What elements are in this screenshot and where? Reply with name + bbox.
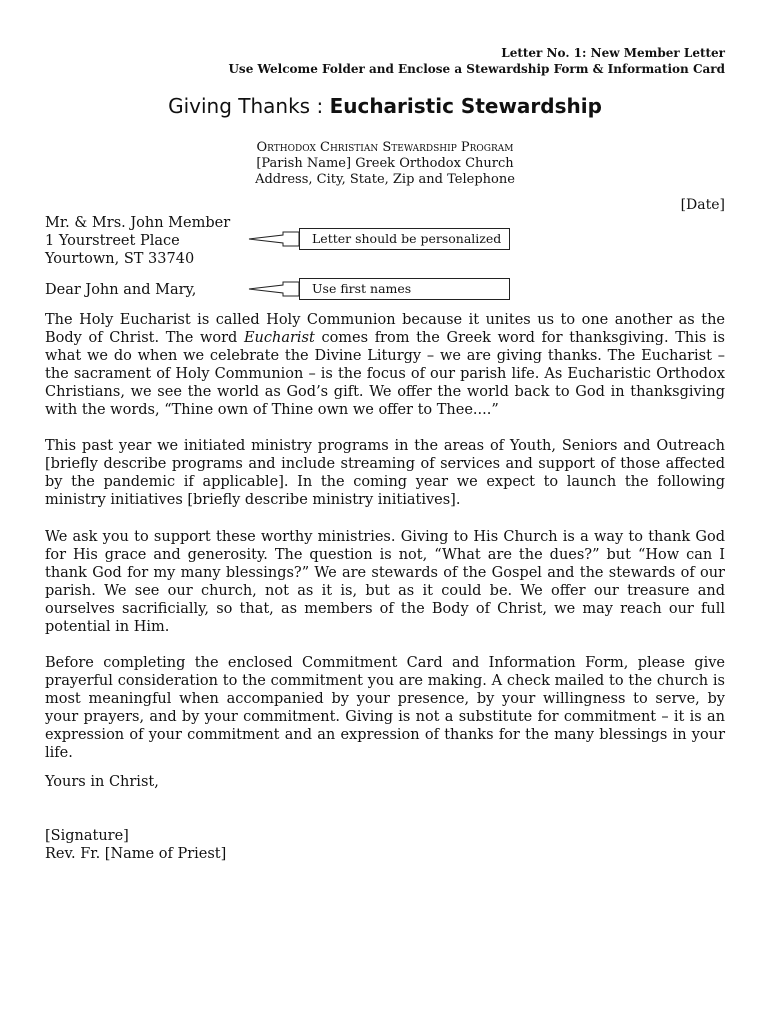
page-title bbox=[0, 94, 770, 118]
callout-personalize: Letter should be personalized bbox=[299, 228, 510, 250]
title-main: Eucharistic Stewardship bbox=[329, 94, 602, 118]
parish-name: [Parish Name] Greek Orthodox Church bbox=[256, 156, 514, 171]
paragraph-text: The Holy Eucharist is called Holy Communion because it unites us to one another as the Body of Christ. The word bbox=[45, 312, 725, 346]
recipient-address bbox=[45, 214, 230, 268]
recipient-street: 1 Yourstreet Place bbox=[45, 233, 180, 249]
body-paragraph-2: This past year we initiated ministry programs in the areas of Youth, Seniors and Outreach [briefly describe programs and include streaming of services and support of those affected by the pandemic if applicable]. In the coming year we expect to launch the following ministry initiatives [briefly describe ministry initiatives]. bbox=[45, 438, 725, 508]
letter-date: [Date] bbox=[680, 197, 725, 213]
callout-arrow-icon bbox=[248, 230, 300, 248]
priest-name: Rev. Fr. [Name of Priest] bbox=[45, 846, 227, 862]
callout-first-names: Use first names bbox=[299, 278, 510, 300]
parish-address: Address, City, State, Zip and Telephone bbox=[255, 172, 515, 187]
closing: Yours in Christ, bbox=[45, 774, 159, 790]
emphasized-word: Eucharist bbox=[243, 330, 315, 346]
enclosure-instructions: Use Welcome Folder and Enclose a Stewardship Form & Information Card bbox=[228, 62, 725, 76]
body-paragraph-4: Before completing the enclosed Commitment Card and Information Form, please give prayerful consideration to the commitment you are making. A check mailed to the church is most meaningful when accompanied by your presence, by your willingness to serve, by your prayers, and by your commitment. Giving is not a substitute for commitment – it is an expression of your commitment and an expression of thanks for the many blessings in your life. bbox=[45, 655, 725, 761]
callout-arrow-icon bbox=[248, 280, 300, 298]
signature-placeholder: [Signature] bbox=[45, 828, 129, 844]
recipient-name: Mr. & Mrs. John Member bbox=[45, 215, 231, 231]
body-paragraph-1 bbox=[45, 311, 725, 419]
paragraph-text: comes from the Greek word for thanksgiving. This is what we do when we celebrate the Divine Liturgy – we are giving thanks. The Eucharist – the sacrament of Holy Communion – is the focus of our parish life. As Eucharistic Orthodox Christians, we see the world as God’s gift. We offer the world back to God in thanksgiving with the words, “Thine own of Thine own we offer to Thee....” bbox=[45, 330, 725, 418]
title-prefix: Giving Thanks : bbox=[168, 94, 324, 118]
program-name: Orthodox Christian Stewardship Program bbox=[256, 140, 514, 155]
body-paragraph-3: We ask you to support these worthy ministries. Giving to His Church is a way to thank God for His grace and generosity. The question is not, “What are the dues?” but “How can I thank God for my many blessings?” We are stewards of the Gospel and the stewards of our parish. We see our church, not as it is, but as it could be. We offer our treasure and ourselves sacrificially, so that, as members of the Body of Christ, we may reach our full potential in Him. bbox=[45, 529, 725, 635]
salutation: Dear John and Mary, bbox=[45, 282, 197, 298]
recipient-city: Yourtown, ST 33740 bbox=[45, 251, 195, 267]
letter-number-label: Letter No. 1: New Member Letter bbox=[501, 46, 725, 60]
